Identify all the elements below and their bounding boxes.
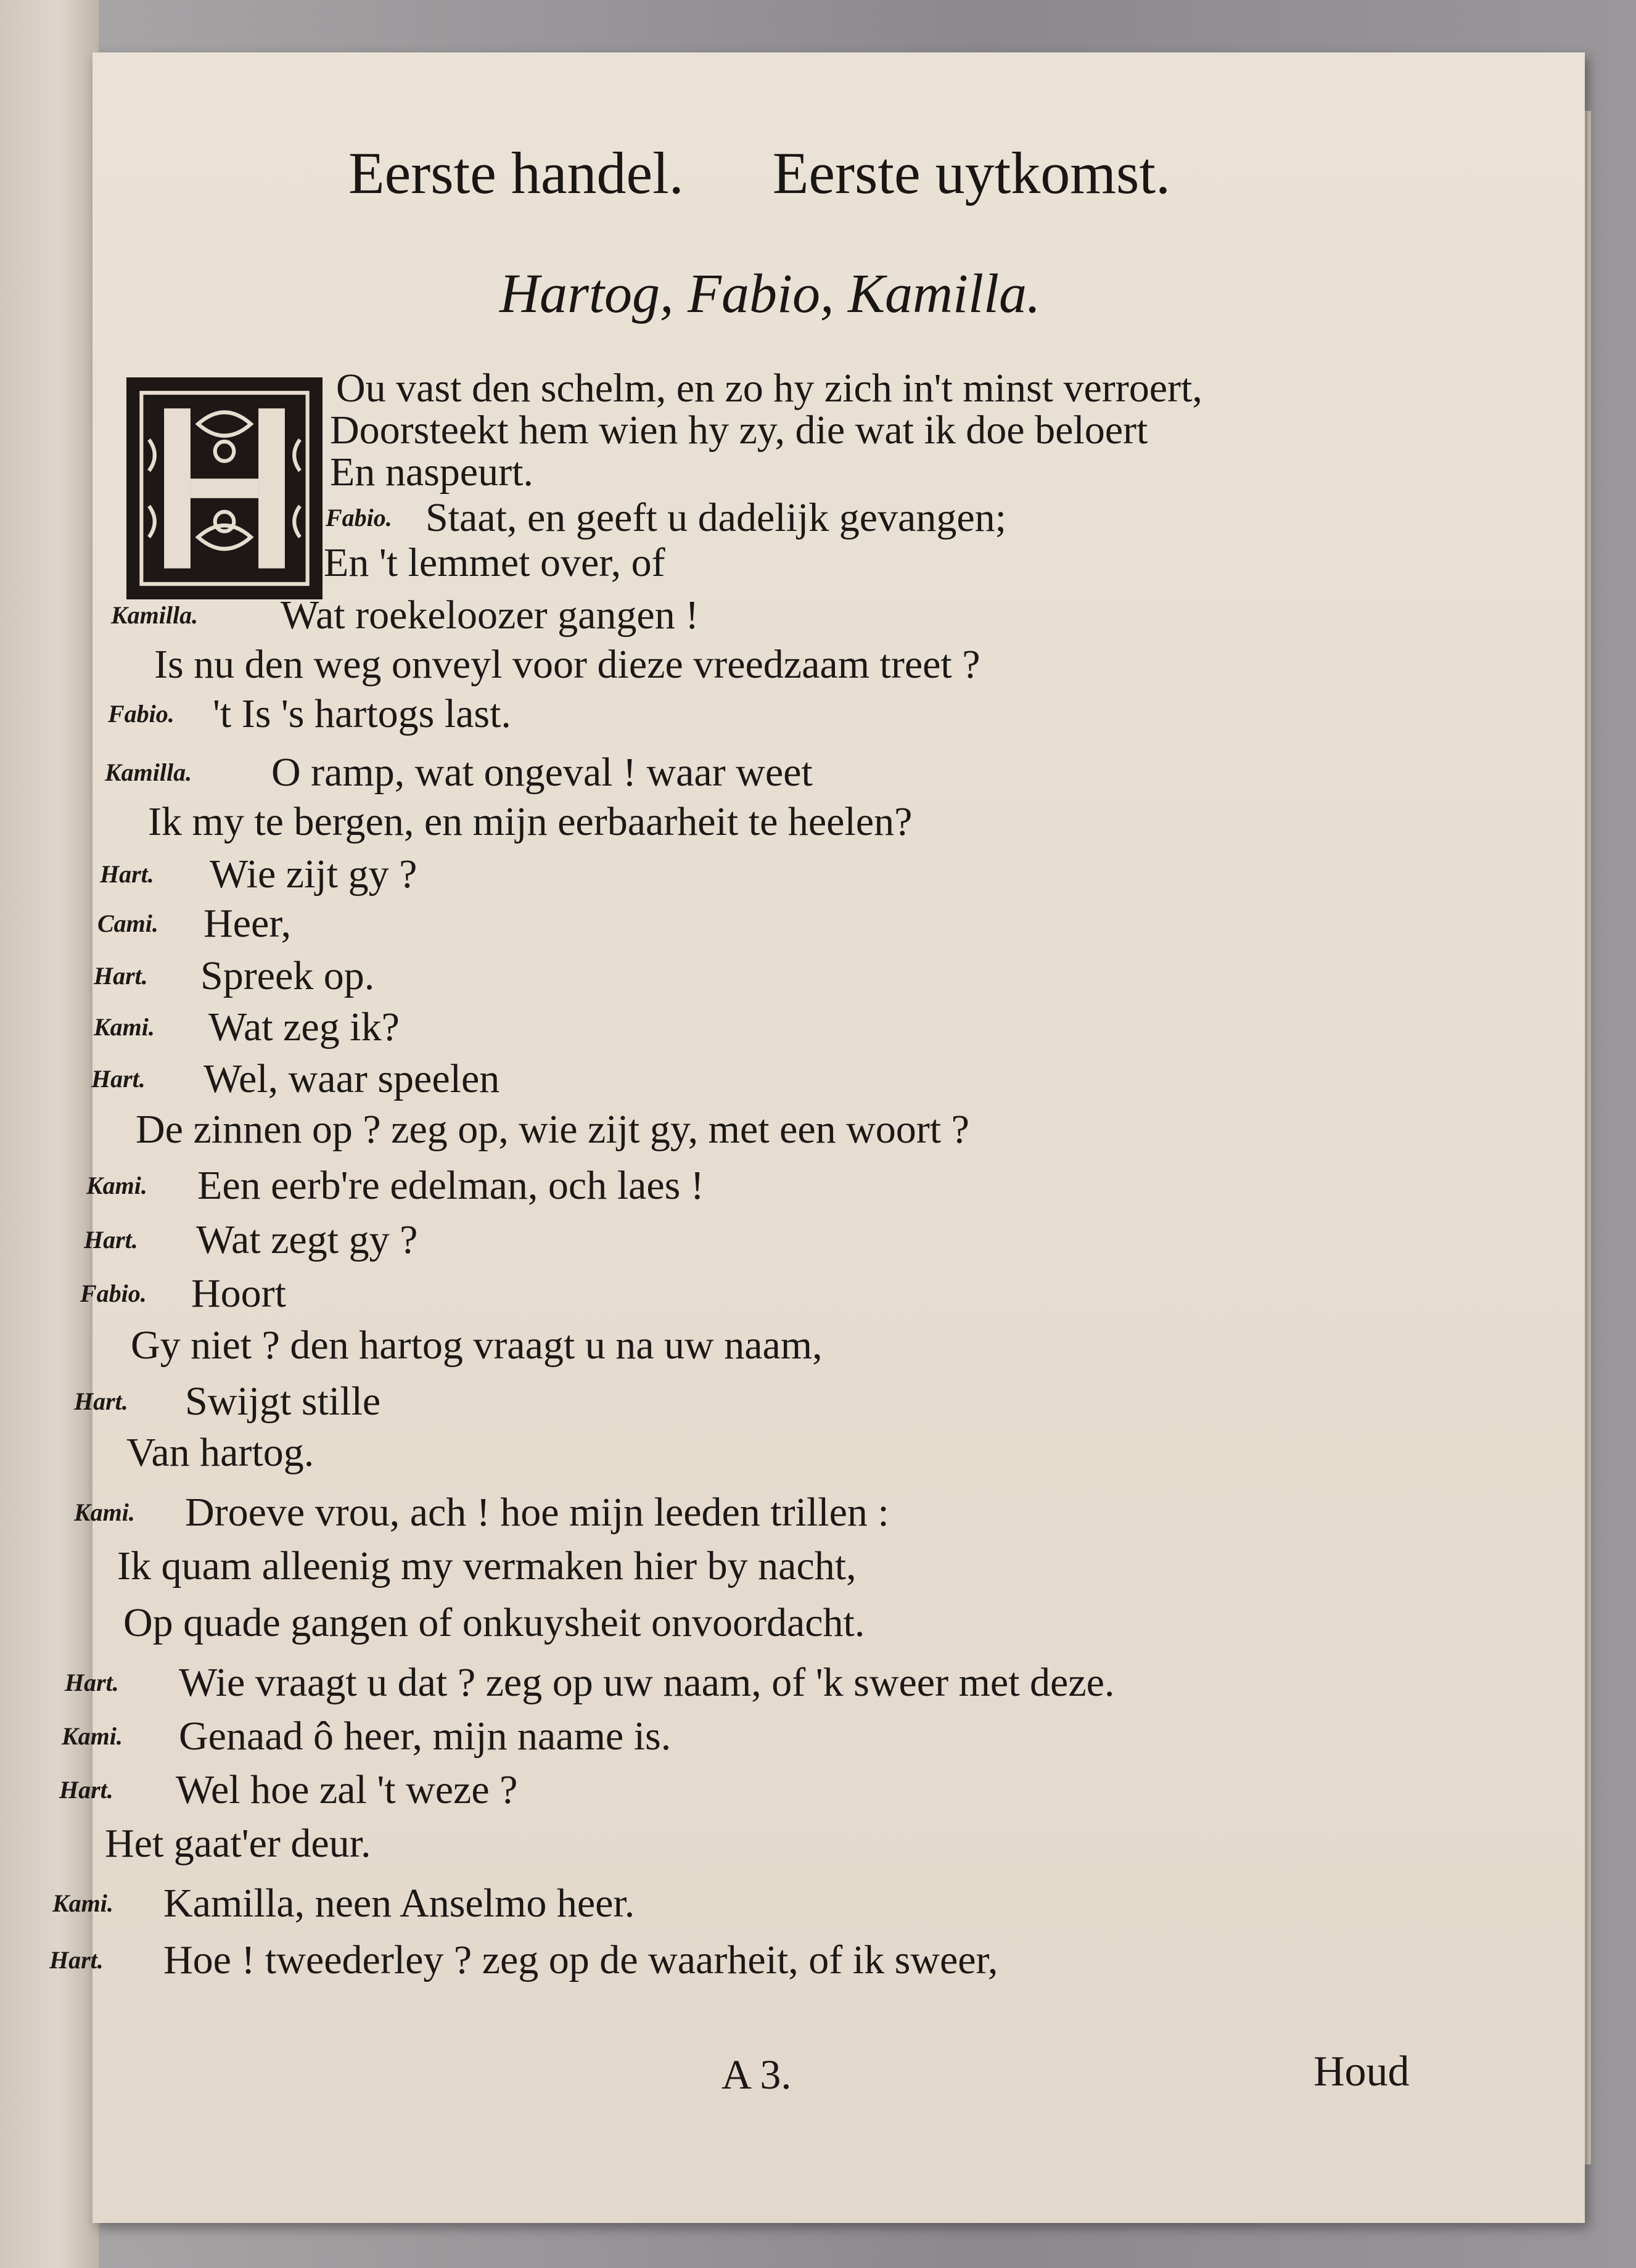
speaker-label: Kami.	[86, 1172, 147, 1199]
dialogue-line: Het gaat'er deur.	[105, 1821, 371, 1866]
dialogue-line: Spreek op.	[200, 953, 375, 998]
speaker-label: Kami.	[94, 1013, 155, 1041]
page-header	[348, 139, 1335, 207]
catchword: Houd	[1313, 2048, 1410, 2095]
dialogue-line: Wel, waar speelen	[203, 1056, 500, 1101]
dialogue-line: Gy niet ? den hartog vraagt u na uw naam,	[131, 1323, 823, 1368]
speaker-label: Hart.	[59, 1776, 113, 1804]
facing-page-edge	[0, 0, 99, 2268]
dialogue-line: Doorsteekt hem wien hy zy, die wat ik doe beloert	[330, 408, 1148, 453]
speaker-label: Fabio.	[108, 700, 175, 728]
speaker-label: Hart.	[65, 1669, 119, 1696]
dialogue-line: Een eerb're edelman, och laes !	[197, 1163, 704, 1208]
speaker-label: Cami.	[97, 910, 158, 937]
dialogue-line: Genaad ô heer, mijn naame is.	[179, 1714, 672, 1759]
scene-characters: Hartog, Fabio, Kamilla.	[499, 263, 1041, 324]
speaker-label: Hart.	[91, 1065, 146, 1093]
dialogue-line: Wat zeg ik?	[208, 1005, 400, 1050]
speaker-label: Hart.	[94, 962, 148, 990]
speaker-label: Hart.	[49, 1946, 104, 1974]
dialogue-line: Wel hoe zal 't weze ?	[176, 1767, 518, 1812]
ornamental-drop-cap-h	[126, 377, 323, 599]
dialogue-line: Kamilla, neen Anselmo heer.	[163, 1881, 635, 1926]
dialogue-line: Is nu den weg onveyl voor dieze vreedzaam treet ?	[154, 642, 980, 687]
speaker-label: Kamilla.	[111, 601, 199, 629]
header-act: Eerste handel.	[348, 140, 684, 206]
dialogue-line: Ik quam alleenig my vermaken hier by nacht,	[117, 1543, 857, 1588]
speaker-label: Hart.	[74, 1387, 128, 1415]
speaker-label: Kami.	[52, 1889, 113, 1917]
speaker-label: Hart.	[100, 860, 154, 888]
dialogue-line: Ou vast den schelm, en zo hy zich in't minst verroert,	[336, 366, 1202, 411]
dialogue-line: Op quade gangen of onkuysheit onvoordacht.	[123, 1600, 865, 1645]
speaker-label: Kami.	[62, 1722, 123, 1750]
speaker-label: Hart.	[84, 1226, 138, 1254]
dialogue-line: Droeve vrou, ach ! hoe mijn leeden trillen :	[185, 1490, 889, 1535]
speaker-label: Fabio.	[80, 1280, 147, 1307]
signature-mark: A 3.	[721, 2051, 792, 2098]
dialogue-line: Staat, en geeft u dadelijk gevangen;	[425, 495, 1006, 540]
dialogue-line: Heer,	[203, 901, 292, 946]
dialogue-line: O ramp, wat ongeval ! waar weet	[271, 750, 813, 795]
speaker-label: Kami.	[74, 1498, 135, 1526]
dialogue-line: 't Is 's hartogs last.	[213, 691, 511, 736]
speaker-label: Fabio.	[326, 504, 392, 532]
dialogue-line: Hoe ! tweederley ? zeg op de waarheit, of ik sweer,	[163, 1937, 998, 1982]
speaker-label: Kamilla.	[105, 758, 192, 786]
dialogue-line: Hoort	[191, 1271, 286, 1316]
dialogue-line: En 't lemmet over, of	[324, 540, 665, 585]
dialogue-line: En naspeurt.	[330, 450, 533, 495]
dialogue-line: Wat roekeloozer gangen !	[281, 593, 699, 638]
dialogue-line: Wat zegt gy ?	[196, 1217, 418, 1262]
dialogue-line: Wie zijt gy ?	[210, 852, 417, 897]
dialogue-line: Ik my te bergen, en mijn eerbaarheit te heelen?	[148, 799, 913, 844]
dialogue-line: Van hartog.	[126, 1430, 314, 1475]
header-scene: Eerste uytkomst.	[772, 140, 1170, 206]
dialogue-line: De zinnen op ? zeg op, wie zijt gy, met een woort ?	[136, 1107, 969, 1152]
dialogue-line: Swijgt stille	[185, 1379, 381, 1424]
dialogue-line: Wie vraagt u dat ? zeg op uw naam, of 'k sweer met deze.	[179, 1660, 1115, 1705]
